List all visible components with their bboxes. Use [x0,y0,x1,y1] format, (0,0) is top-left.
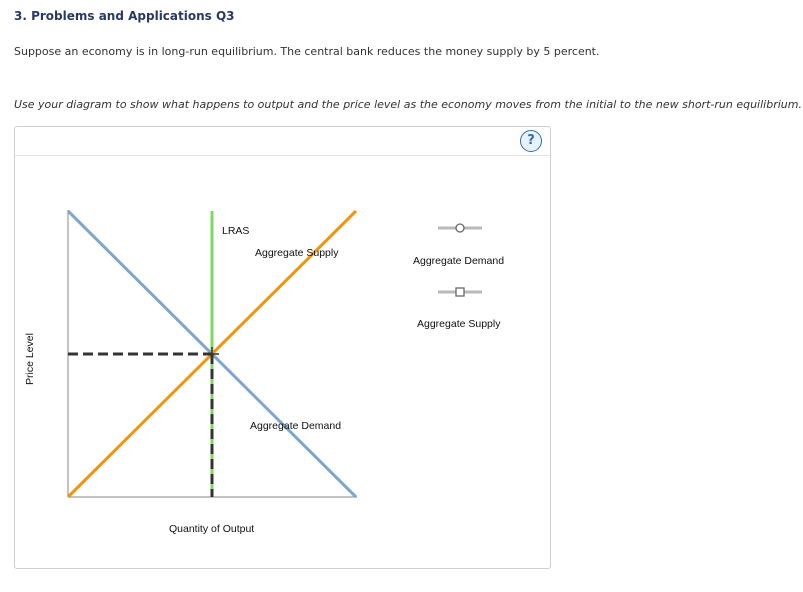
as-curve-label: Aggregate Supply [255,247,339,259]
ad-tool[interactable] [413,224,504,267]
ad-curve-label: Aggregate Demand [250,420,342,432]
y-axis-label: Price Level [24,333,36,385]
square-handle-icon[interactable] [456,288,464,296]
ad-tool-label: Aggregate Demand [413,255,505,267]
as-tool-label: Aggregate Supply [417,318,501,330]
circle-handle-icon[interactable] [456,224,464,232]
instruction-text: Use your diagram to show what happens to output and the price level as the economy moves from the initial to the new short-run equilibrium. [14,98,802,111]
page-title: 3. Problems and Applications Q3 [14,9,235,23]
graph-canvas[interactable] [15,127,550,568]
x-axis-label: Quantity of Output [169,523,255,535]
question-text: Suppose an economy is in long-run equilibrium. The central bank reduces the money supply by 5 percent. [14,45,600,58]
graph-panel [14,126,551,569]
help-icon[interactable]: ? [520,130,542,152]
lras-label: LRAS [222,225,250,237]
as-tool[interactable] [417,288,501,330]
